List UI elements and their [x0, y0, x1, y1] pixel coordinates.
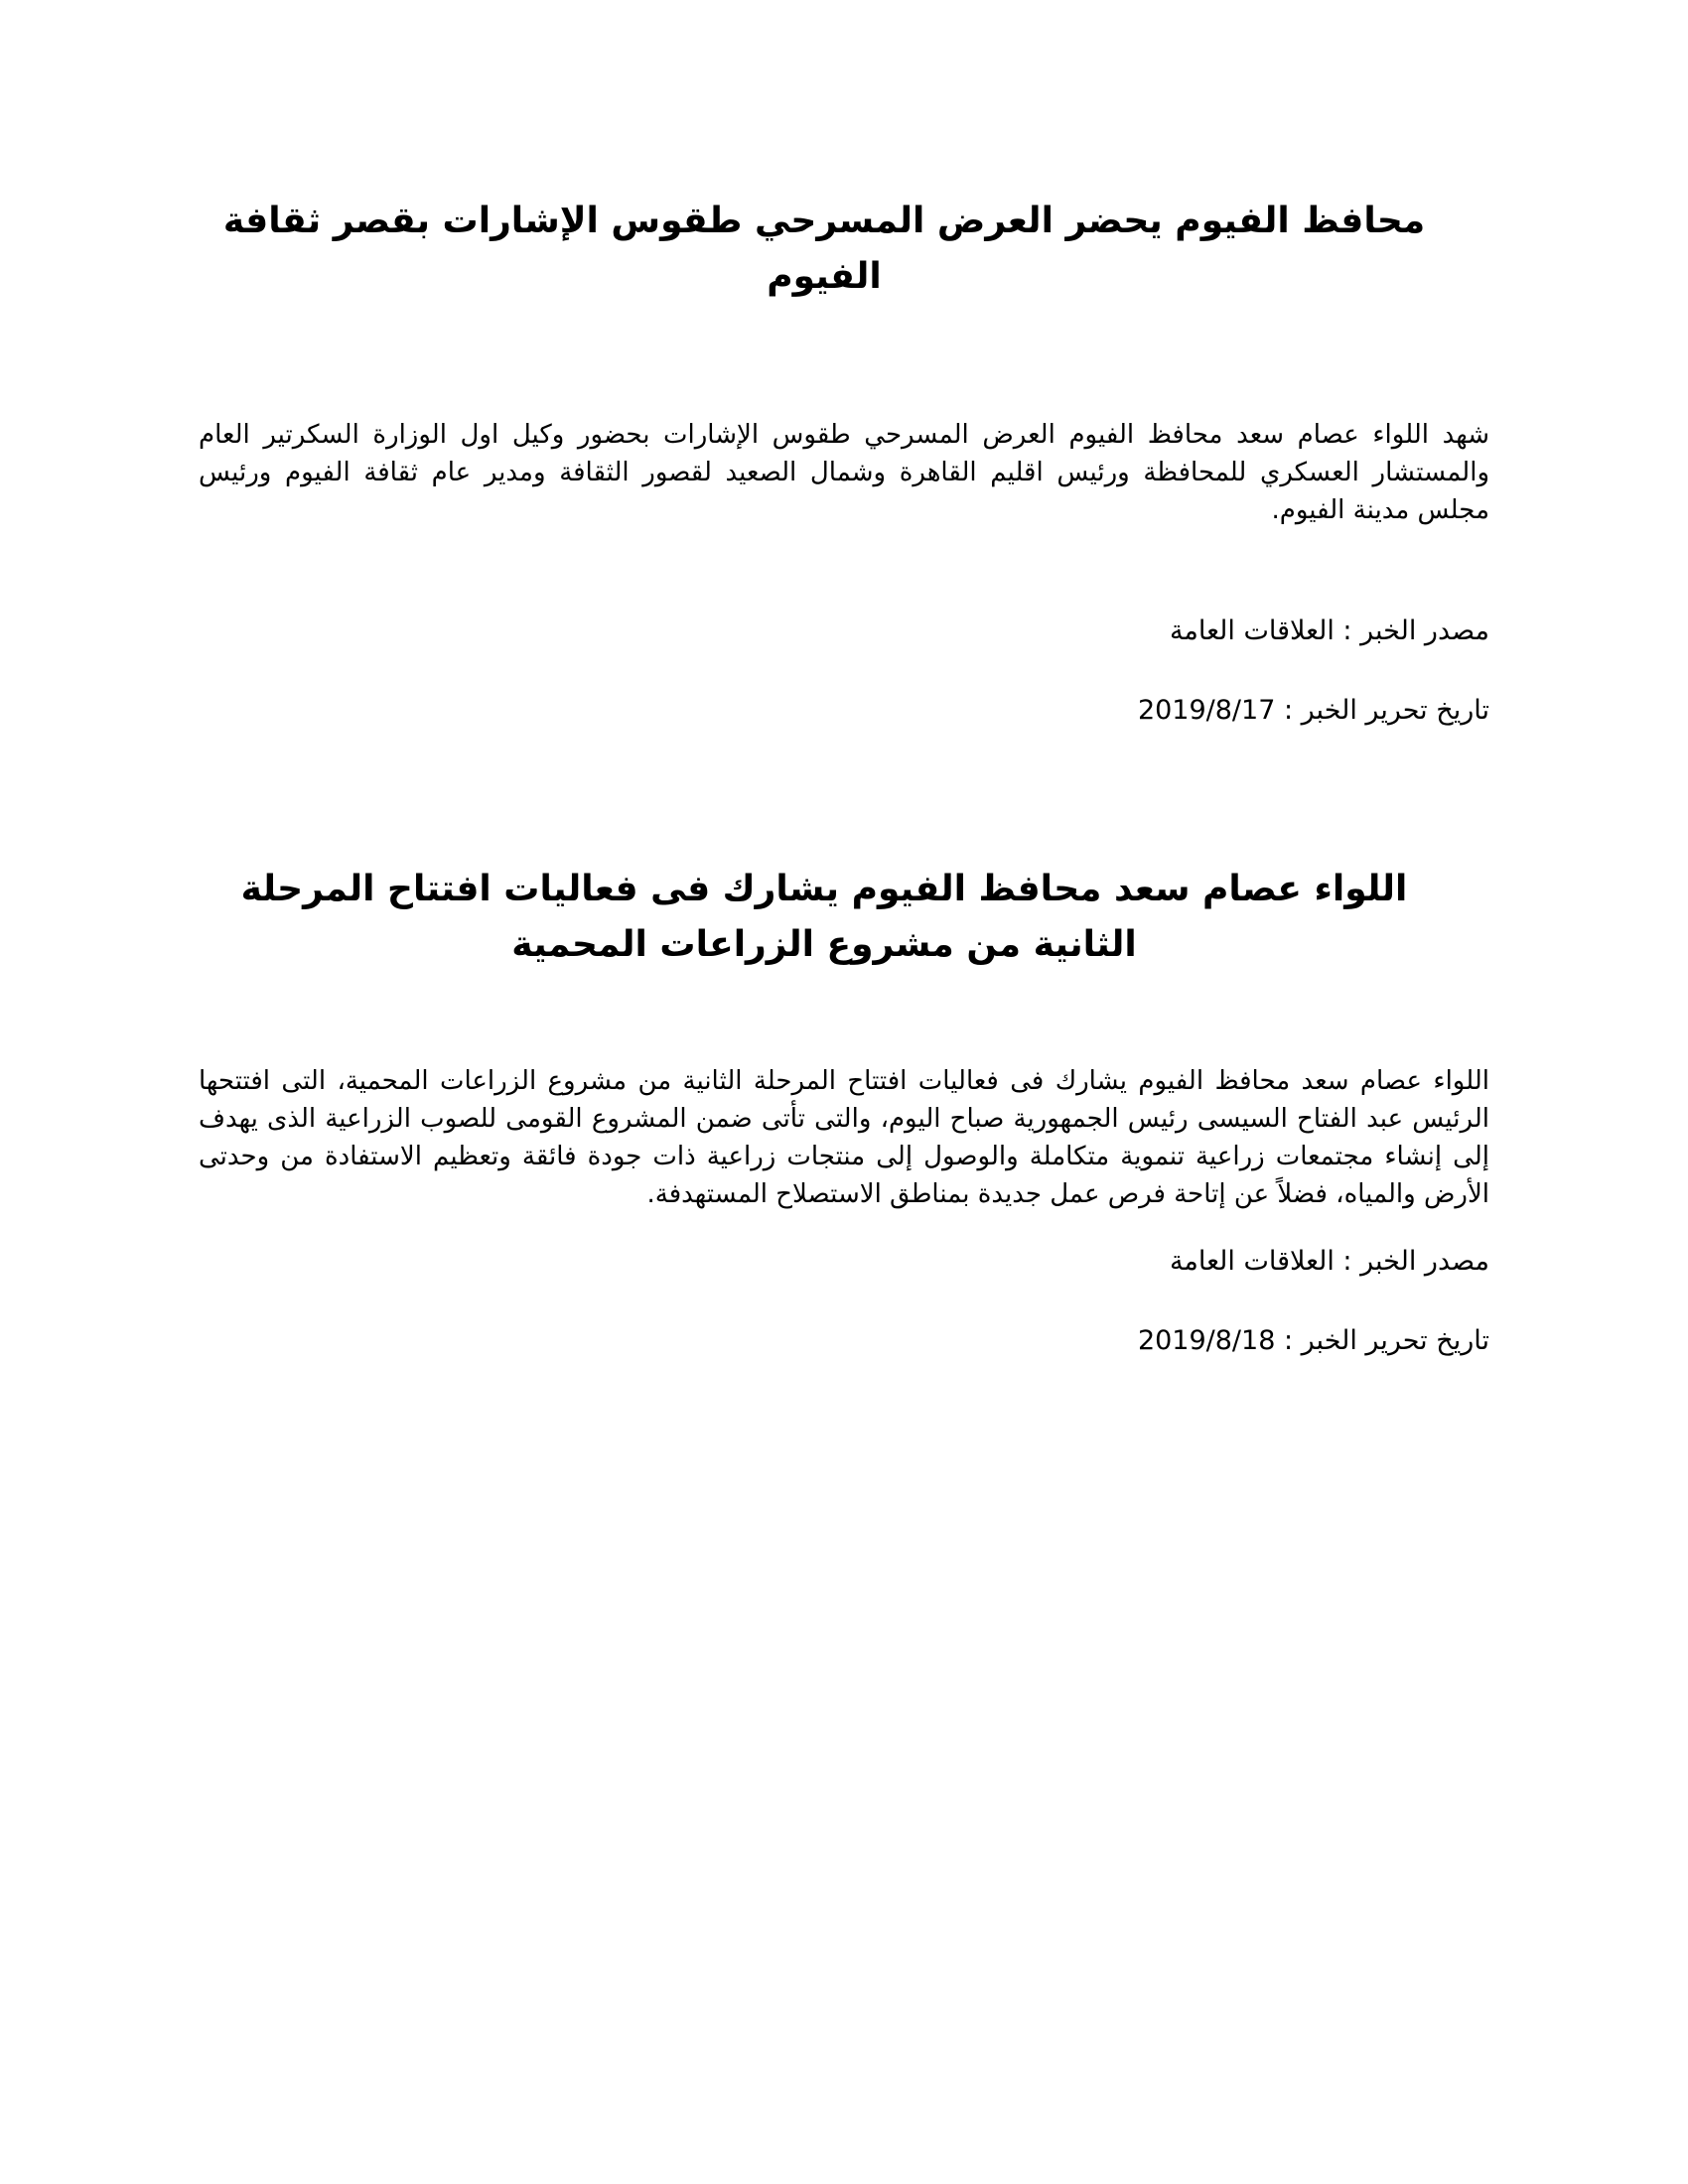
article-date: تاريخ تحرير الخبر : 2019/8/17	[1137, 695, 1489, 726]
article-body: شهد اللواء عصام سعد محافظ الفيوم العرض المسرحي طقوس الإشارات بحضور وكيل اول الوزارة السكرتير العام والمستشار العسكري للمحافظة ورئيس اقليم القاهرة وشمال الصعيد لقصور الثقافة ومدير عام ثقافة الفيوم ورئيس مجلس مدينة الفيوم.	[199, 420, 1489, 525]
article-body: اللواء عصام سعد محافظ الفيوم يشارك فى فعاليات افتتاح المرحلة الثانية من مشروع الزراعات المحمية، التى افتتحها الرئيس عبد الفتاح السيسى رئيس الجمهورية صباح اليوم، والتى تأتى ضمن المشروع القومى للصوب الزراعية الذى يهدف إلى إنشاء مجتمعات زراعية تنموية متكاملة والوصول إلى منتجات زراعية ذات جودة فائقة وتعظيم الاستفادة من وحدتى الأرض والمياه، فضلاً عن إتاحة فرص عمل جديدة بمناطق الاستصلاح المستهدفة.	[199, 1066, 1489, 1209]
article-title: اللواء عصام سعد محافظ الفيوم يشارك فى فعاليات افتتاح المرحلة الثانية من مشروع الزراعات المحمية	[240, 869, 1408, 965]
news-article	[199, 194, 1489, 730]
article-title: محافظ الفيوم يحضر العرض المسرحي طقوس الإشارات بقصر ثقافة الفيوم	[222, 201, 1426, 297]
article-date: تاريخ تحرير الخبر : 2019/8/18	[1137, 1325, 1489, 1356]
article-source: مصدر الخبر : العلاقات العامة	[1169, 1246, 1489, 1277]
article-source: مصدر الخبر : العلاقات العامة	[1169, 615, 1489, 646]
news-article	[199, 862, 1489, 1360]
